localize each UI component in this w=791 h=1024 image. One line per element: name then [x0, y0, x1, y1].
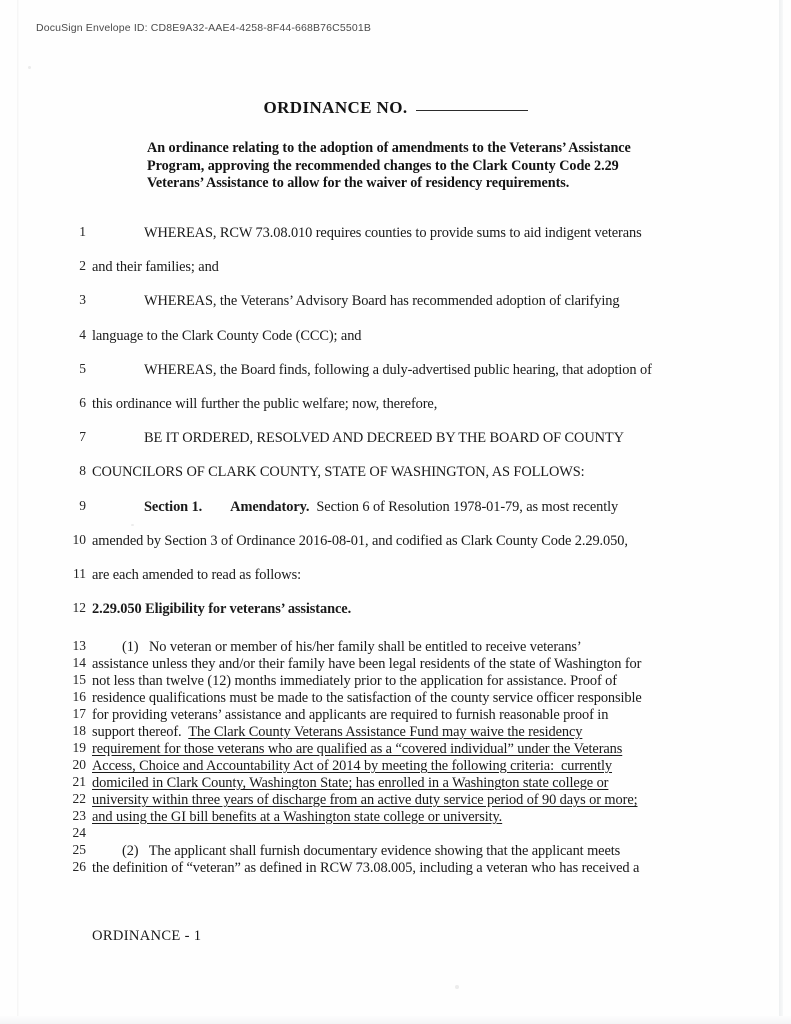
line-number: 2	[79, 258, 86, 274]
line-number: 23	[72, 808, 86, 823]
line-number: 5	[79, 360, 86, 376]
line-number: 10	[72, 531, 86, 547]
document-line	[0, 566, 791, 585]
line-text: WHEREAS, RCW 73.08.010 requires counties to provide sums to aid indigent veterans	[144, 225, 642, 241]
line-number: 18	[72, 723, 86, 738]
plain-text	[202, 499, 230, 515]
line-number: 26	[72, 859, 86, 874]
docusign-envelope-id: DocuSign Envelope ID: CD8E9A32-AAE4-4258-8F44-668B76C5501B	[36, 22, 371, 34]
document-line	[0, 395, 791, 414]
inserted-text: Access, Choice and Accountability Act of 2014 by meeting the following criteria: currently	[92, 758, 613, 774]
line-number: 20	[72, 757, 86, 772]
line-text: BE IT ORDERED, RESOLVED AND DECREED BY THE BOARD OF COUNTY	[144, 430, 624, 447]
inserted-text: domiciled in Clark County, Washington State; has enrolled in a Washington state college or	[92, 775, 609, 791]
page-title	[0, 98, 791, 118]
line-number: 24	[72, 825, 86, 840]
document-line	[0, 532, 791, 551]
ordinance-number-blank	[416, 110, 528, 111]
line-text: WHEREAS, the Board finds, following a duly-advertised public hearing, that adoption of	[144, 361, 652, 378]
line-text: not less than twelve (12) months immediately prior to the application for assistance. Proof of	[92, 673, 617, 689]
line-number: 9	[79, 497, 86, 513]
line-text: (1) No veteran or member of his/her family shall be entitled to receive veterans’	[122, 639, 582, 655]
scan-speck	[131, 524, 134, 526]
inserted-text: requirement for those veterans who are qualified as a “covered individual” under the Veterans	[92, 741, 623, 757]
page-title-text: ORDINANCE NO.	[263, 98, 408, 117]
emphasis-text: Amendatory.	[230, 498, 310, 515]
plain-text: Section 6 of Resolution 1978-01-79, as most recently	[309, 498, 619, 515]
line-text: and their families; and	[92, 259, 219, 276]
line-number: 19	[72, 740, 86, 755]
document-line	[0, 361, 791, 380]
document-line	[0, 258, 791, 277]
line-text: residence qualifications must be made to the satisfaction of the county service officer responsible	[92, 690, 642, 706]
line-text: this ordinance will further the public welfare; now, therefore,	[92, 396, 438, 412]
line-text	[92, 774, 692, 792]
line-text: assistance unless they and/or their family have been legal residents of the state of Washington for	[92, 656, 642, 672]
scan-speck	[455, 985, 459, 989]
line-text	[92, 740, 692, 758]
inserted-text: The Clark County Veterans Assistance Fund may waive the residency	[188, 724, 583, 740]
line-text: for providing veterans’ assistance and applicants are required to furnish reasonable proof in	[92, 707, 609, 723]
line-text	[92, 808, 692, 826]
line-text	[92, 600, 692, 618]
document-line	[0, 859, 791, 878]
line-number: 1	[79, 224, 86, 239]
line-text	[92, 498, 692, 516]
line-number: 21	[72, 774, 86, 789]
line-text: (2) The applicant shall furnish documentary evidence showing that the applicant meets	[122, 843, 621, 859]
line-number: 14	[72, 655, 86, 670]
inserted-text: and using the GI bill benefits at a Washington state college or university.	[92, 809, 503, 825]
line-number: 3	[79, 292, 86, 308]
document-line	[0, 463, 791, 482]
plain-text: support thereof.	[92, 724, 189, 740]
document-line	[0, 327, 791, 346]
emphasis-text: 2.29.050 Eligibility for veterans’ assistance.	[92, 601, 352, 618]
line-text: COUNCILORS OF CLARK COUNTY, STATE OF WASHINGTON, AS FOLLOWS:	[92, 464, 585, 481]
line-number: 12	[72, 600, 86, 616]
line-number: 4	[79, 326, 86, 342]
scan-edge-bottom	[0, 1016, 791, 1024]
page-footer: ORDINANCE - 1	[92, 928, 202, 944]
inserted-text: university within three years of discharge from an active duty service period of 90 days or more;	[92, 792, 638, 808]
line-number: 13	[72, 638, 86, 653]
line-number: 17	[72, 706, 86, 721]
line-number: 25	[72, 842, 86, 857]
line-text: WHEREAS, the Veterans’ Advisory Board has recommended adoption of clarifying	[144, 293, 620, 310]
document-line	[0, 429, 791, 448]
scan-speck	[28, 66, 31, 69]
line-number: 16	[72, 689, 86, 704]
ordinance-subtitle: An ordinance relating to the adoption of amendments to the Veterans’ Assistance Program, approving the recommended changes to the Clark County Code 2.29 Veterans’ Assistance to allow for the waiver of residency requirements.	[147, 140, 631, 192]
line-number: 7	[79, 429, 86, 445]
line-text	[92, 757, 692, 775]
document-line	[0, 600, 791, 619]
line-number: 6	[79, 395, 86, 410]
line-text: language to the Clark County Code (CCC); and	[92, 327, 362, 344]
line-text	[92, 791, 692, 809]
line-number: 8	[79, 463, 86, 479]
line-text: are each amended to read as follows:	[92, 567, 301, 583]
line-number: 11	[73, 566, 86, 581]
emphasis-text: Section 1.	[144, 498, 203, 515]
document-line	[0, 224, 791, 243]
document-line	[0, 292, 791, 311]
line-text: the definition of “veteran” as defined in RCW 73.08.005, including a veteran who has received a	[92, 860, 640, 876]
document-line	[0, 498, 791, 517]
line-number: 15	[72, 672, 86, 687]
line-text: amended by Section 3 of Ordinance 2016-08-01, and codified as Clark County Code 2.29.050,	[92, 532, 628, 549]
line-text	[92, 723, 692, 741]
line-number: 22	[72, 791, 86, 806]
